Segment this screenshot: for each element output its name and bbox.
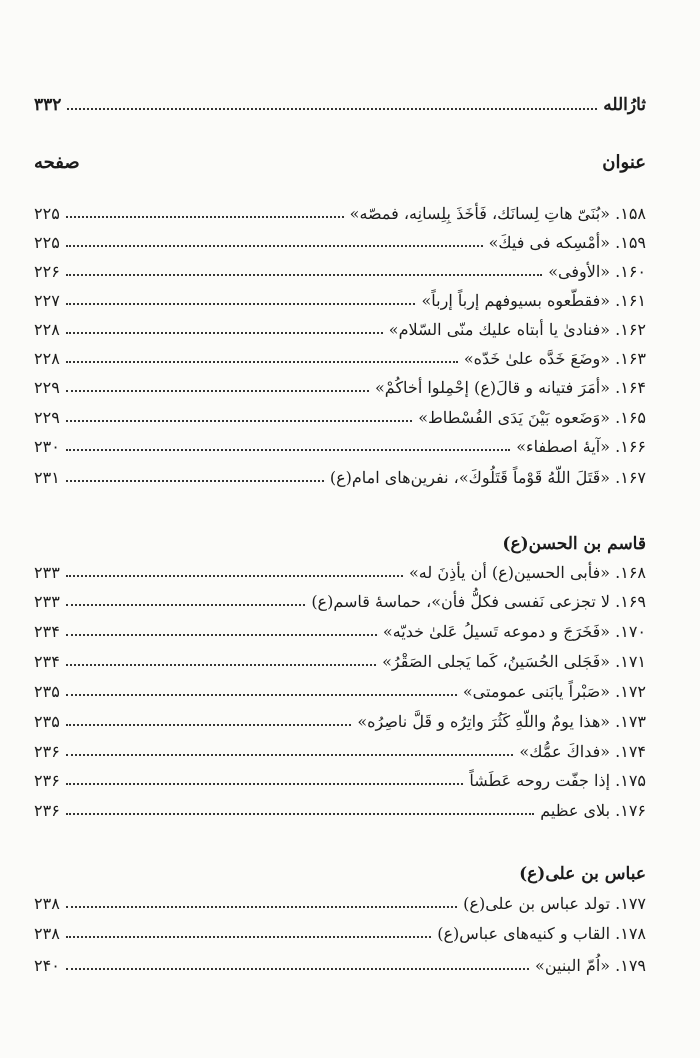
book-title: ثارُالله (603, 95, 646, 115)
toc-entry (34, 256, 646, 286)
leader-dots (66, 604, 306, 606)
entry-page: ۲۲۶ (34, 261, 60, 281)
entry-page: ۲۲۹ (34, 407, 60, 427)
toc-entry (34, 343, 646, 373)
entry-title: ۱۶۱. «فقطّعوه بسیوفهم إرباً إرباً» (421, 290, 646, 310)
leader-dots (66, 420, 412, 422)
leader-dots (66, 906, 457, 908)
leader-dots (66, 274, 542, 276)
leader-dots (66, 332, 383, 334)
entry-page: ۲۴۰ (34, 955, 60, 975)
leader-dots (66, 480, 324, 482)
toc-entry (34, 557, 646, 587)
entry-title: ۱۷۵. إذا جفّت روحه عَطَشاً (469, 770, 646, 790)
entry-title: ۱۷۸. القاب و کنیه‌های عباس(ع) (437, 923, 646, 943)
entry-page: ۲۲۵ (34, 203, 60, 223)
toc-entry (34, 586, 646, 616)
entry-page: ۲۲۹ (34, 377, 60, 397)
toc-entry (34, 314, 646, 344)
leader-dots (66, 303, 416, 305)
toc-entry (34, 616, 646, 646)
toc-entry (34, 462, 646, 492)
entry-title: ۱۷۳. «هذا یومٌ واللّهِ كَثُرَ واتِرُه و قَلَّ ناصِرُه» (357, 711, 646, 731)
leader-dots (66, 449, 510, 451)
leader-dots (66, 575, 403, 577)
entry-title: ۱۵۸. «بُنَیّ هاتِ لِسانَك، فَأخَذَ بِلِسانِه، فمصّه» (349, 203, 646, 223)
toc-entry (34, 888, 646, 918)
toc-entry (34, 227, 646, 257)
toc-entry (34, 285, 646, 315)
entry-title: ۱۷۴. «فداكَ عمُّك» (519, 741, 646, 761)
toc-entry (34, 646, 646, 676)
leader-dots (66, 754, 514, 756)
entry-page: ۲۳۸ (34, 893, 60, 913)
section-heading-abbas: عباس بن علی(ع) (519, 864, 646, 884)
toc-entry (34, 431, 646, 461)
title-column-label: عنوان (602, 152, 646, 173)
leader-dots (66, 361, 458, 363)
entry-page: ۲۲۵ (34, 232, 60, 252)
entry-page: ۲۳۶ (34, 800, 60, 820)
entry-page: ۲۲۸ (34, 319, 60, 339)
entry-title: ۱۵۹. «أمْسِكه فی فیكَ» (488, 232, 646, 252)
leader-dots (66, 216, 344, 218)
entry-title: ۱۷۰. «فَخَرَجَ و دموعه تَسیلُ عَلیٰ خدیّه» (382, 621, 646, 641)
page-number: ۳۳۲ (34, 95, 62, 115)
leader-dots (66, 936, 431, 938)
toc-entry (34, 198, 646, 228)
page-column-label: صفحه (34, 152, 80, 173)
entry-page: ۲۲۷ (34, 290, 60, 310)
running-header (34, 90, 646, 120)
entry-title: ۱۷۶. بلای عظیم (540, 800, 646, 820)
entry-page: ۲۳۱ (34, 467, 60, 487)
entry-page: ۲۳۳ (34, 562, 60, 582)
toc-entry (34, 736, 646, 766)
section-heading-qasim: قاسم بن الحسن(ع) (502, 534, 646, 554)
entry-title: ۱۶۹. لا تجزعی نَفسی فكلُّ فأن»، حماسهٔ قاسم(ع) (311, 591, 646, 611)
toc-entry (34, 918, 646, 948)
leader-dots (66, 783, 464, 785)
leader-dots (66, 813, 535, 815)
toc-entry (34, 795, 646, 825)
toc-entry (34, 402, 646, 432)
column-headings (34, 152, 646, 173)
leader-dots (66, 694, 457, 696)
entry-page: ۲۳۴ (34, 621, 60, 641)
entry-page: ۲۳۵ (34, 711, 60, 731)
entry-page: ۲۳۶ (34, 770, 60, 790)
entry-page: ۲۳۰ (34, 436, 60, 456)
entry-title: ۱۶۸. «فأبی الحسین(ع) أن یأذِنَ له» (409, 562, 646, 582)
leader-dots (66, 664, 376, 666)
entry-title: ۱۶۴. «أمَرَ فتیانه و قالَ(ع) إحْمِلوا أخاكُمْ» (375, 377, 646, 397)
entry-page: ۲۲۸ (34, 348, 60, 368)
entry-title: ۱۷۹. «اُمّ البنین» (535, 955, 646, 975)
toc-entry (34, 706, 646, 736)
entry-title: ۱۷۲. «صَبْراً یابَنی عمومتی» (462, 681, 646, 701)
leader-dots (66, 245, 483, 247)
entry-page: ۲۳۸ (34, 923, 60, 943)
entry-page: ۲۳۶ (34, 741, 60, 761)
leader-dots (66, 634, 377, 636)
entry-title: ۱۶۲. «فنادیٰ یا أبتاه علیك منّی السّلام» (388, 319, 646, 339)
leader-dots (66, 390, 369, 392)
toc-entry (34, 372, 646, 402)
header-leader-dots (67, 108, 597, 110)
entry-title: ۱۶۷. «قَتَلَ اللّهُ قَوْماً قَتَلُوكَ»، نفرین‌های امام(ع) (329, 467, 646, 487)
toc-entry (34, 765, 646, 795)
entry-title: ۱۶۵. «وَضَعوه بَیْنَ یَدَی الفُسْطاط» (418, 407, 646, 427)
entry-page: ۲۳۳ (34, 591, 60, 611)
entry-title: ۱۷۱. «فَجَلی الحُسَینُ، كَما یَجلی الصَقْرُ» (382, 651, 646, 671)
entry-title: ۱۷۷. تولد عباس بن علی(ع) (463, 893, 646, 913)
toc-entry (34, 676, 646, 706)
entry-title: ۱۶۳. «وضَعَ خَدَّه علیٰ خَدّه» (463, 348, 646, 368)
entry-page: ۲۳۵ (34, 681, 60, 701)
leader-dots (66, 968, 529, 970)
toc-entry (34, 950, 646, 980)
leader-dots (66, 724, 352, 726)
entry-title: ۱۶۰. «الأوفی» (548, 261, 646, 281)
entry-title: ۱۶۶. «آیهٔ اصطفاء» (516, 436, 646, 456)
entry-page: ۲۳۴ (34, 651, 60, 671)
